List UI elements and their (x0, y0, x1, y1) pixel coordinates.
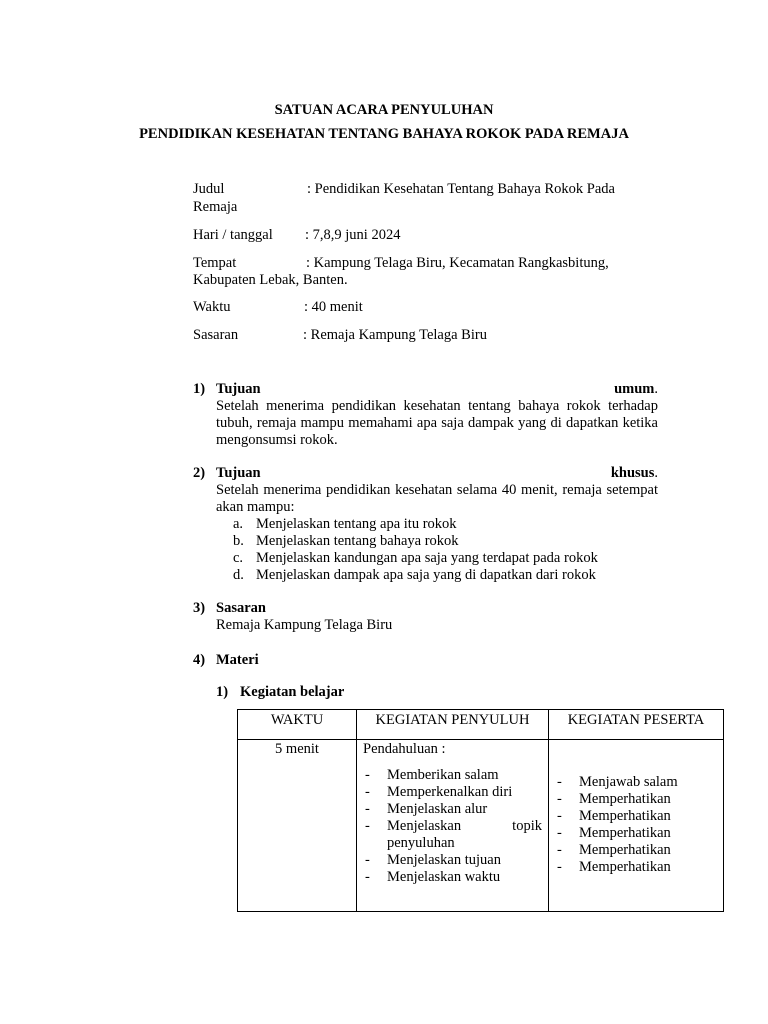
activity-table (237, 709, 724, 912)
waktu-label: Waktu (193, 299, 231, 315)
header-kegiatan-penyuluh: KEGIATAN PENYULUH (357, 710, 549, 740)
list-item: - Memperhatikan (557, 859, 671, 875)
section-1-title-dot: . (654, 381, 658, 397)
section-1-number: 1) (193, 381, 206, 397)
peserta-list (549, 774, 723, 876)
section-2-heading (216, 465, 658, 482)
sasaran-label: Sasaran (193, 327, 239, 343)
table-row (238, 740, 724, 912)
list-item-letter: d. (233, 567, 244, 583)
tempat-value-cont: Kabupaten Lebak, Banten. (193, 272, 348, 288)
list-item: - Memperkenalkan diri (365, 784, 513, 800)
section-3-number: 3) (193, 600, 206, 616)
list-item: - Memperhatikan (557, 842, 671, 858)
hari-label: Hari / tanggal (193, 227, 273, 243)
tempat-label: Tempat (193, 255, 237, 271)
tempat-value: : Kampung Telaga Biru, Kecamatan Rangkasbitung, (306, 255, 609, 271)
list-item: - Memperhatikan (557, 825, 671, 841)
cell-kegiatan-penyuluh (357, 740, 549, 912)
section-3-body: Remaja Kampung Telaga Biru (216, 617, 393, 633)
cell-kegiatan-peserta (549, 740, 724, 912)
section-4-number: 4) (193, 652, 206, 668)
list-item: Menjelaskan dampak apa saja yang di dapatkan dari rokok (256, 567, 596, 583)
section-1-heading (216, 381, 658, 398)
sasaran-value: : Remaja Kampung Telaga Biru (303, 327, 487, 343)
list-item: Menjelaskan kandungan apa saja yang terdapat pada rokok (256, 550, 598, 566)
header-kegiatan-peserta: KEGIATAN PESERTA (549, 710, 724, 740)
table-header-row (238, 710, 724, 740)
hari-value: : 7,8,9 juni 2024 (305, 227, 401, 243)
subsection-1-number: 1) (216, 684, 229, 700)
list-item-letter: b. (233, 533, 244, 549)
section-2-title-right: khusus (610, 465, 655, 481)
section-2-body: Setelah menerima pendidikan kesehatan selama 40 menit, remaja setempat akan mampu: (216, 482, 658, 515)
section-3-title: Sasaran (216, 600, 266, 616)
list-item: - Menjelaskan tujuan (365, 852, 501, 868)
judul-value-cont: Remaja (193, 199, 238, 215)
section-1-title-right: umum (614, 381, 655, 397)
penyuluh-list (357, 767, 548, 886)
list-item-letter: a. (233, 516, 244, 532)
cell-waktu: 5 menit (238, 740, 357, 912)
list-item-letter: c. (233, 550, 244, 566)
section-1-title-left: Tujuan (216, 381, 261, 397)
list-item: - Memperhatikan (557, 791, 671, 807)
list-item: Menjelaskan tentang bahaya rokok (256, 533, 459, 549)
subsection-1-title: Kegiatan belajar (240, 684, 345, 700)
judul-label: Judul (193, 181, 225, 197)
list-item: - Menjelaskan topik penyuluhan (365, 818, 542, 851)
list-item: - Memberikan salam (365, 767, 499, 783)
penyuluh-heading: Pendahuluan : (363, 741, 446, 757)
section-2-title-left: Tujuan (216, 465, 261, 481)
list-item: - Menjelaskan waktu (365, 869, 501, 885)
document-title: SATUAN ACARA PENYULUHAN (274, 102, 494, 118)
list-item: - Memperhatikan (557, 808, 671, 824)
list-item: - Menjelaskan alur (365, 801, 488, 817)
section-2-number: 2) (193, 465, 206, 481)
section-2-title-dot: . (654, 465, 658, 481)
section-4-title: Materi (216, 652, 259, 668)
document-subtitle: PENDIDIKAN KESEHATAN TENTANG BAHAYA ROKOK PADA REMAJA (139, 126, 629, 142)
judul-value: : Pendidikan Kesehatan Tentang Bahaya Rokok Pada (307, 181, 615, 197)
list-item: Menjelaskan tentang apa itu rokok (256, 516, 457, 532)
header-waktu: WAKTU (238, 710, 357, 740)
list-item: - Menjawab salam (557, 774, 678, 790)
section-1-body: Setelah menerima pendidikan kesehatan tentang bahaya rokok terhadap tubuh, remaja mampu memahami apa saja dampak yang di dapatkan ketika mengonsumsi rokok. (216, 398, 658, 448)
waktu-value: : 40 menit (304, 299, 363, 315)
